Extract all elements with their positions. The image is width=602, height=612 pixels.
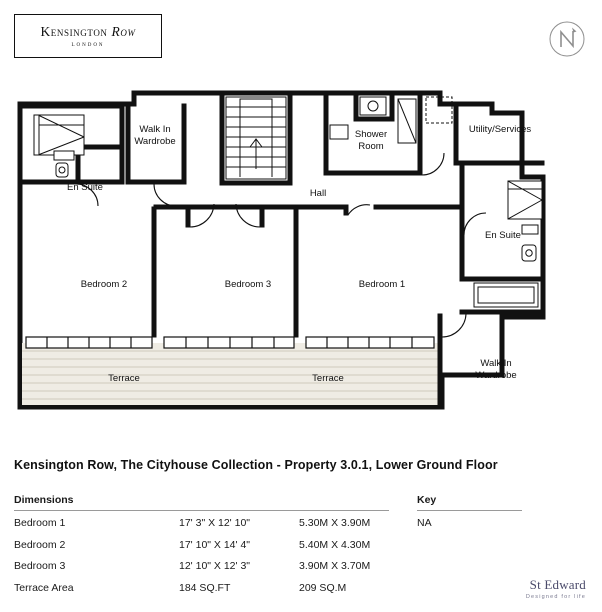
- brand-logo-title: [15, 24, 161, 40]
- page-title: Kensington Row, The Cityhouse Collection - Property 3.0.1, Lower Ground Floor: [14, 458, 498, 472]
- table-row: [14, 535, 389, 557]
- dimension-room-name: Bedroom 2: [14, 538, 66, 551]
- table-row: [14, 556, 389, 578]
- dimensions-heading: Dimensions: [14, 494, 389, 511]
- key-row: NA: [417, 517, 432, 529]
- room-label-shower-room-l2: Room: [358, 141, 384, 152]
- developer-logo: [526, 577, 586, 600]
- dimension-metric: 209 SQ.M: [299, 581, 347, 594]
- room-label-en-suite-right: En Suite: [485, 230, 521, 241]
- room-label-utility: Utility/Services: [468, 124, 532, 135]
- room-label-bedroom-1: Bedroom 1: [358, 279, 406, 290]
- table-row: [14, 513, 389, 535]
- dimension-metric: 5.30M X 3.90M: [299, 517, 371, 529]
- room-label-shower-room-l1: Shower: [354, 129, 388, 140]
- developer-tagline: Designed for life: [525, 594, 586, 600]
- north-arrow-icon: [549, 21, 585, 57]
- dimensions-table: [14, 494, 389, 599]
- room-label-bedroom-3: Bedroom 3: [224, 279, 272, 290]
- floor-plan: [14, 85, 549, 423]
- dimension-imperial: 17' 10" X 14' 4": [179, 538, 251, 551]
- room-label-walk-in-wardrobe-top-l2: Wardrobe: [134, 136, 176, 147]
- brand-logo-subtitle: LONDON: [71, 43, 105, 48]
- dimension-imperial: 17' 3" X 12' 10": [179, 517, 251, 529]
- table-row: [14, 578, 389, 600]
- brand-logo-title-kensington: Kensington: [40, 24, 108, 39]
- floor-plan-svg: [14, 85, 549, 423]
- terrace-area: [22, 343, 440, 405]
- glazing-band: [26, 337, 434, 348]
- dimension-room-name: Bedroom 1: [14, 517, 66, 529]
- room-label-walk-in-wardrobe-top-l1: Walk In: [139, 124, 171, 135]
- key-heading: Key: [417, 494, 522, 511]
- brand-logo: [14, 14, 162, 58]
- dimension-imperial: 12' 10" X 12' 3": [179, 560, 251, 572]
- room-label-terrace-left: Terrace: [108, 373, 140, 384]
- dimension-metric: 5.40M X 4.30M: [299, 538, 371, 551]
- dimension-metric: 3.90M X 3.70M: [299, 560, 371, 572]
- dimension-imperial: 184 SQ.FT: [179, 581, 231, 594]
- brand-logo-title-row: Row: [111, 24, 136, 39]
- room-label-terrace-right: Terrace: [312, 373, 344, 384]
- developer-name: St Edward: [529, 577, 586, 592]
- room-label-bedroom-2: Bedroom 2: [80, 279, 128, 290]
- room-label-en-suite-left: En Suite: [67, 182, 103, 193]
- room-label-walk-in-wardrobe-bottom-l2: Wardrobe: [475, 370, 517, 381]
- room-label-walk-in-wardrobe-bottom-l1: Walk In: [480, 358, 512, 369]
- key-table: [417, 494, 522, 535]
- dimension-room-name: Bedroom 3: [14, 560, 66, 572]
- dimension-room-name: Terrace Area: [14, 581, 74, 594]
- room-label-hall: Hall: [309, 188, 327, 199]
